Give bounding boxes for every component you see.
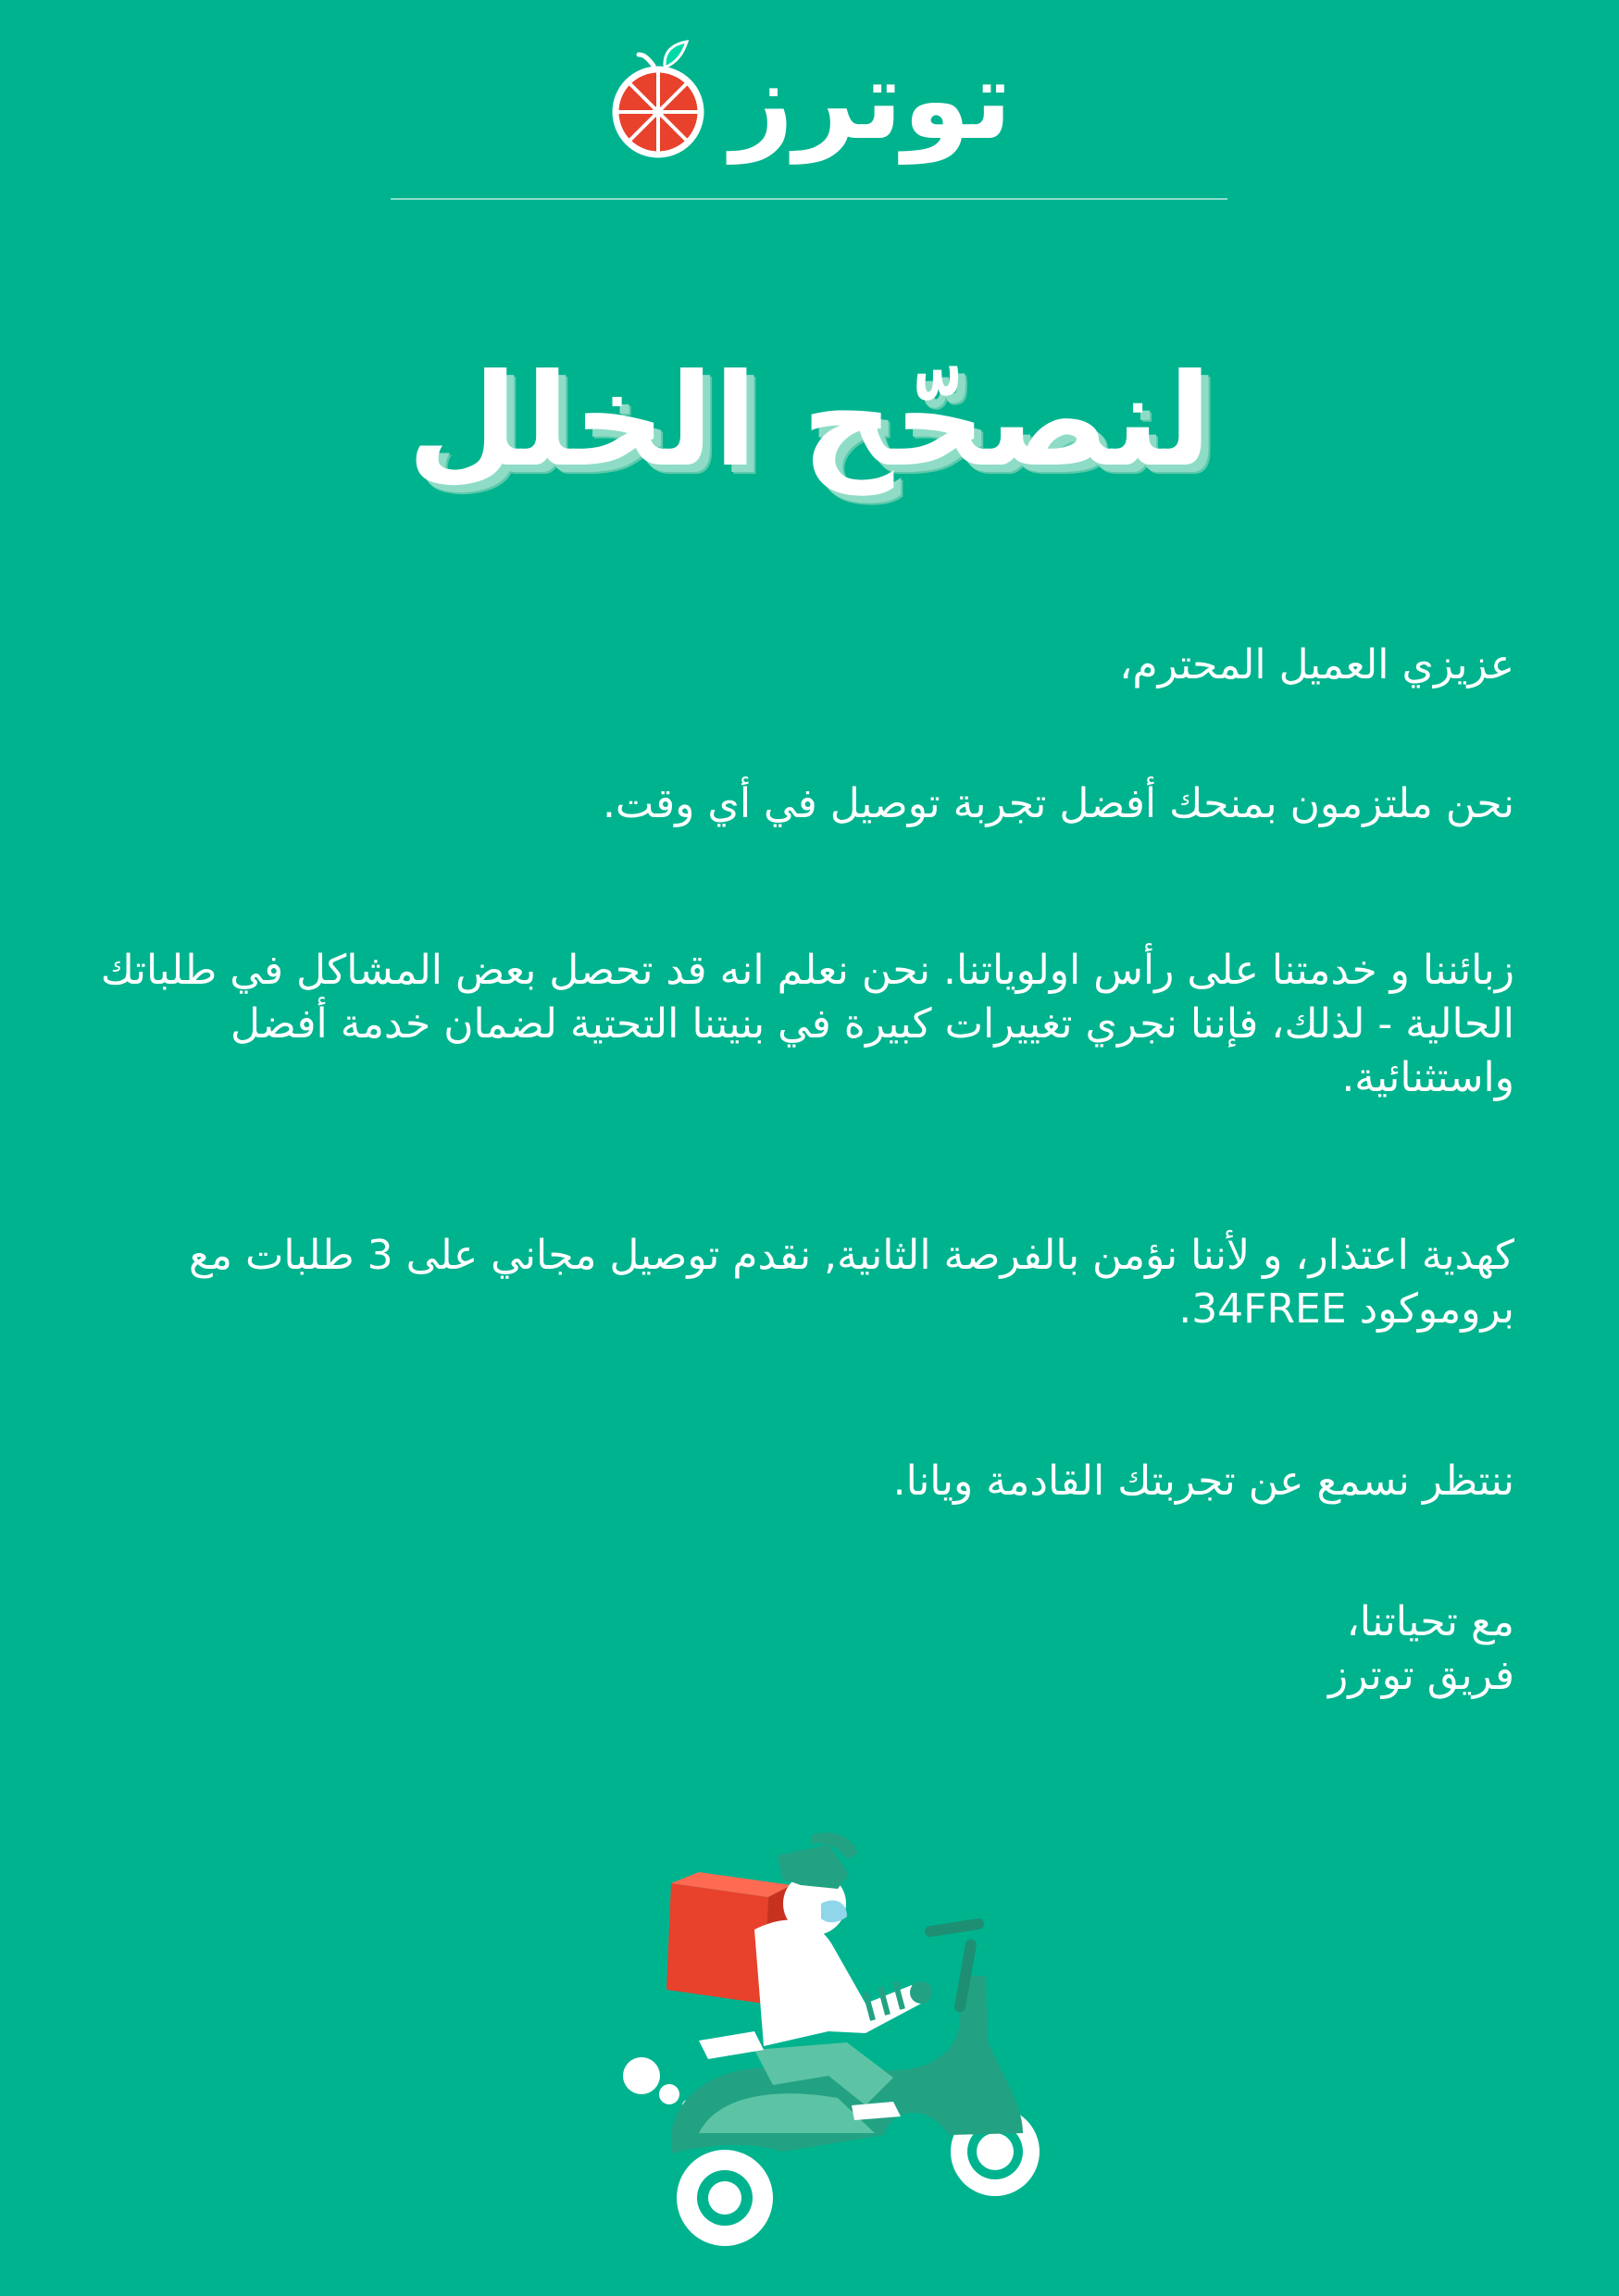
greeting-text: عزيزي العميل المحترم، (1119, 641, 1514, 689)
paragraph-2-text: زبائننا و خدمتنا على رأس اولوياتنا. نحن نعلم انه قد تحصل بعض المشاكل في طلباتك الحالية - لذلك، فإننا نجري تغييرات كبيرة في بنيتنا التحتية لضمان خدمة أفضل واستثنائية. (100, 947, 1514, 1101)
signature-line-2: فريق توترز (1328, 1652, 1514, 1699)
letter-paragraph-1 (98, 777, 1514, 831)
letter-paragraph-4 (98, 1455, 1514, 1508)
header-divider (391, 198, 1227, 200)
letter-signature (98, 1595, 1514, 1703)
signature-line-1: مع تحياتنا، (1346, 1598, 1514, 1645)
brand-logo (0, 26, 1619, 174)
paragraph-1-text: نحن ملتزمون بمنحك أفضل تجربة توصيل في أي وقت. (602, 780, 1514, 827)
headline: لنصحّح الخلل (406, 346, 1213, 495)
grapefruit-icon (607, 40, 709, 160)
paragraph-3-text: كهدية اعتذار، و لأننا نؤمن بالفرصة الثانية, نقدم توصيل مجاني على 3 طلبات مع بروموكود 34FREE. (188, 1232, 1514, 1333)
letter-greeting (98, 639, 1514, 692)
letter-paragraph-3 (98, 1229, 1514, 1336)
logo-wordmark: توترز (730, 36, 1013, 164)
paragraph-4-text: ننتظر نسمع عن تجربتك القادمة ويانا. (892, 1458, 1514, 1505)
letter-paragraph-2 (98, 944, 1514, 1105)
delivery-scooter-illustration (616, 1828, 1060, 2263)
